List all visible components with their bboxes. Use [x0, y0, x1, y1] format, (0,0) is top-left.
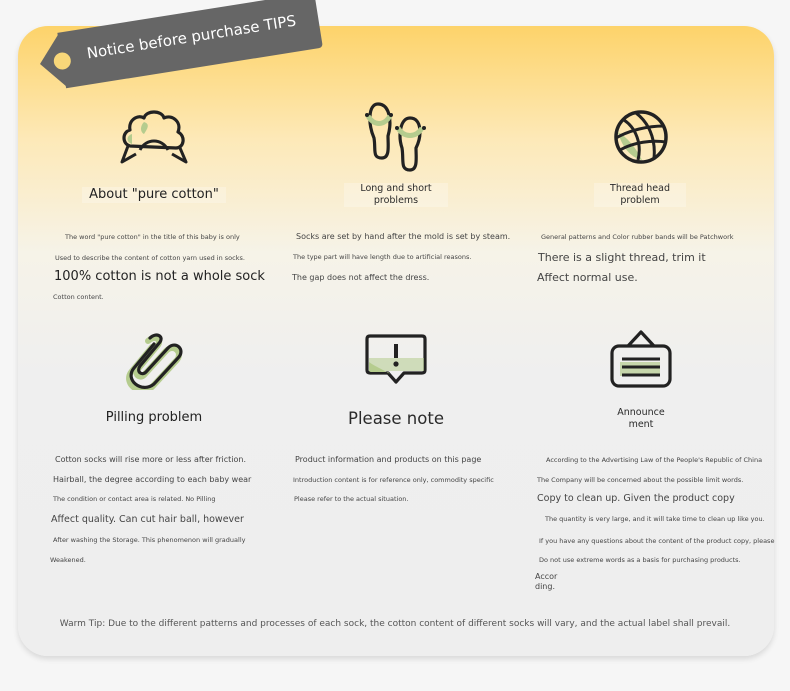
section-title: Please note — [348, 409, 444, 428]
sandals-icon — [364, 100, 428, 176]
section-title: Thread head problem — [594, 183, 686, 207]
section-text: Cotton content. — [53, 293, 104, 301]
section-text: The quantity is very large, and it will take time to clean up like you. — [545, 515, 765, 523]
section-text: General patterns and Color rubber bands will be Patchwork — [541, 233, 734, 241]
section-text: 100% cotton is not a whole sock — [54, 269, 265, 284]
hanging-sign-icon — [608, 328, 674, 390]
alert-message-icon — [364, 332, 428, 386]
section-text: After washing the Storage. This phenomenon will gradually — [53, 536, 246, 544]
section-text: There is a slight thread, trim it — [538, 251, 706, 264]
section-title: Announce ment — [617, 407, 665, 430]
section-text: Weakened. — [50, 556, 86, 564]
cotton-icon — [118, 106, 190, 170]
paperclip-icon — [120, 326, 186, 390]
section-text: Accor ding. — [535, 572, 558, 591]
section-text: Socks are set by hand after the mold is set by steam. — [296, 232, 511, 241]
yarn-ball-icon — [612, 108, 670, 166]
section-text: Cotton socks will rise more or less after friction. — [55, 455, 247, 464]
section-text: The type part will have length due to artificial reasons. — [293, 253, 472, 261]
section-text: Product information and products on this page — [295, 455, 482, 464]
section-text: The word "pure cotton" in the title of this baby is only — [65, 233, 240, 241]
section-text: Introduction content is for reference only, commodity specific — [293, 476, 494, 484]
section-text: Used to describe the content of cotton yarn used in socks. — [55, 254, 245, 262]
tag-label: Notice before purchase TIPS — [85, 11, 298, 63]
section-text: The Company will be concerned about the possible limit words. — [537, 476, 744, 484]
section-text: Affect quality. Can cut hair ball, however — [51, 514, 244, 525]
section-text: The gap does not affect the dress. — [292, 273, 430, 282]
section-text: According to the Advertising Law of the People's Republic of China — [546, 456, 763, 464]
section-text: Copy to clean up. Given the product copy — [537, 493, 735, 504]
section-title: Pilling problem — [105, 410, 203, 425]
section-title: Long and short problems — [344, 183, 448, 207]
section-title: About "pure cotton" — [82, 187, 226, 203]
section-text: If you have any questions about the content of the product copy, please — [539, 537, 775, 545]
section-text: The condition or contact area is related. No Pilling — [53, 495, 216, 503]
section-text: Please refer to the actual situation. — [294, 495, 409, 503]
section-text: Do not use extreme words as a basis for purchasing products. — [539, 556, 741, 564]
warm-tip-footer: Warm Tip: Due to the different patterns and processes of each sock, the cotton content of different socks will vary, and the actual label shall prevail. — [59, 619, 731, 629]
section-text: Affect normal use. — [537, 271, 638, 284]
section-text: Hairball, the degree according to each baby wear — [53, 475, 252, 484]
